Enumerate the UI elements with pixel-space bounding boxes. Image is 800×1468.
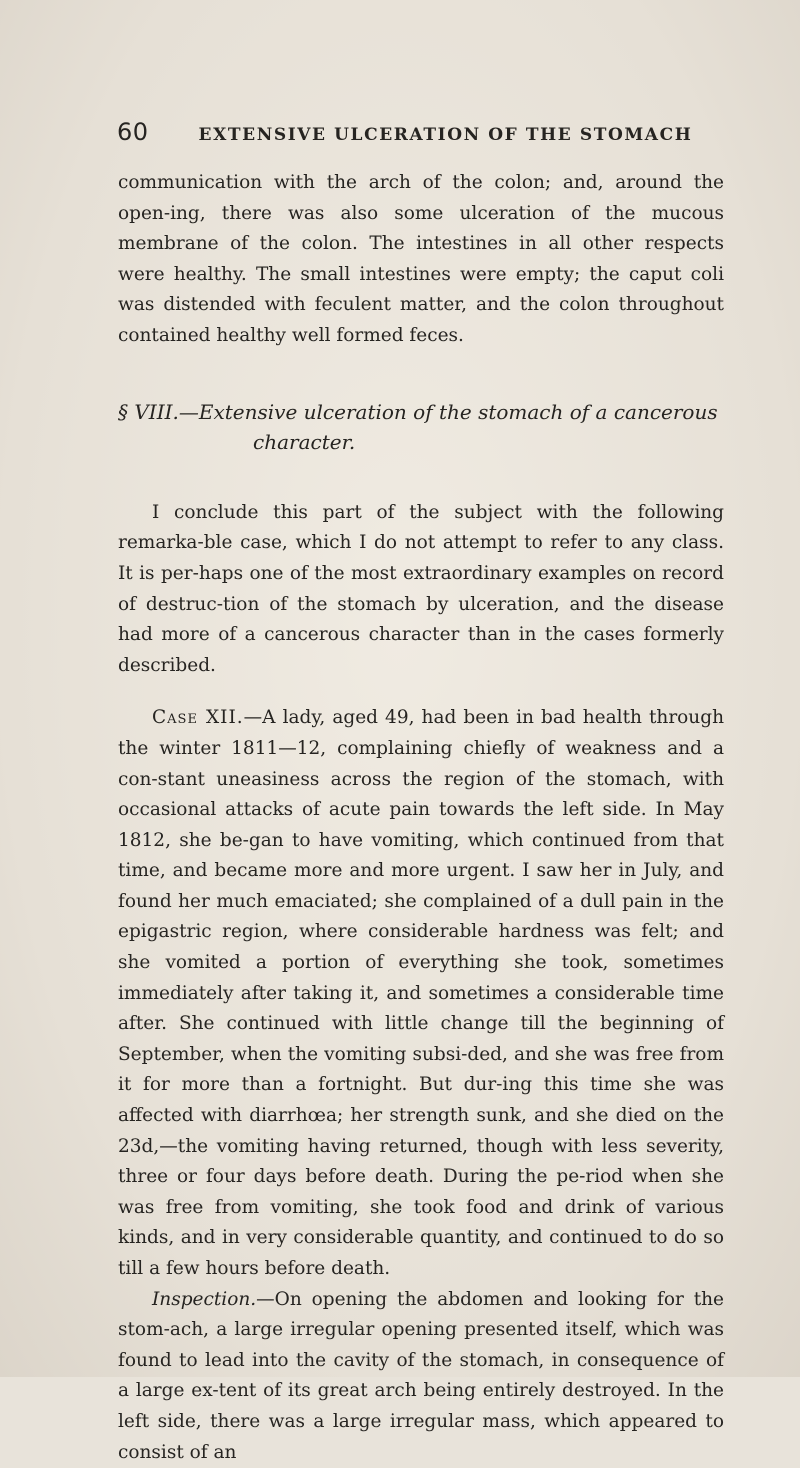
- running-head: EXTENSIVE ULCERATION OF THE STOMACH: [198, 125, 693, 145]
- inspection-label: Inspection.: [152, 1288, 257, 1310]
- page-header: [117, 118, 717, 146]
- paragraph-continuation: communication with the arch of the colon; and, around the open-ing, there was also some ulceration of the mucous membrane of the colon. The intestines in all other respects were healthy. The small intestines were empty; the caput coli was distended with feculent matter, and the colon throughout contained healthy well formed feces.: [118, 172, 724, 346]
- case-label: Case XII.: [152, 707, 244, 729]
- case-text: —A lady, aged 49, had been in bad health through the winter 1811—12, complaining chiefly of weakness and a con-stant uneasiness across the region of the stomach, with occasional attacks of acute pain towards the left side. In May 1812, she be-gan to have vomiting, which continued from that time, and became more and more urgent. I saw her in July, and found her much emaciated; she complained of a dull pain in the epigastric region, where considerable hardness was felt; and she vomited a portion of everything she took, sometimes immediately after taking it, and sometimes a considerable time after. She continued with little change till the beginning of September, when the vomiting subsi-ded, and she was free from it for more than a fortnight. But dur-ing this time she was affected with diarrhœa; her strength sunk, and she died on the 23d,—the vomiting having returned, though with less severity, three or four days before death. During the pe-riod when she was free from vomiting, she took food and drink of various kinds, and in very considerable quantity, and continued to do so till a few hours before death.: [118, 707, 724, 1279]
- inspection-text: —On opening the abdomen and looking for the stom-ach, a large irregular opening presented itself, which was found to lead into the cavity of the stomach, in consequence of a large ex-tent of its great arch being entirely destroyed. In the left side, there was a large irregular mass, which appeared to consist of an: [118, 1288, 724, 1463]
- paragraph-inspection: [118, 1285, 724, 1468]
- paragraph-intro: I conclude this part of the subject with the following remarka-ble case, which I do not attempt to refer to any class. It is per-haps one of the most extraordinary examples on record of destruc-tion of the stomach by ulceration, and the disease had more of a cancerous character than in the cases formerly described.: [118, 501, 724, 676]
- paragraph-case: [118, 703, 724, 1284]
- page-number: 60: [117, 118, 149, 146]
- body-text: [118, 168, 724, 1468]
- section-heading: § VIII.—Extensive ulceration of the stomach of a cancerous character.: [118, 399, 718, 455]
